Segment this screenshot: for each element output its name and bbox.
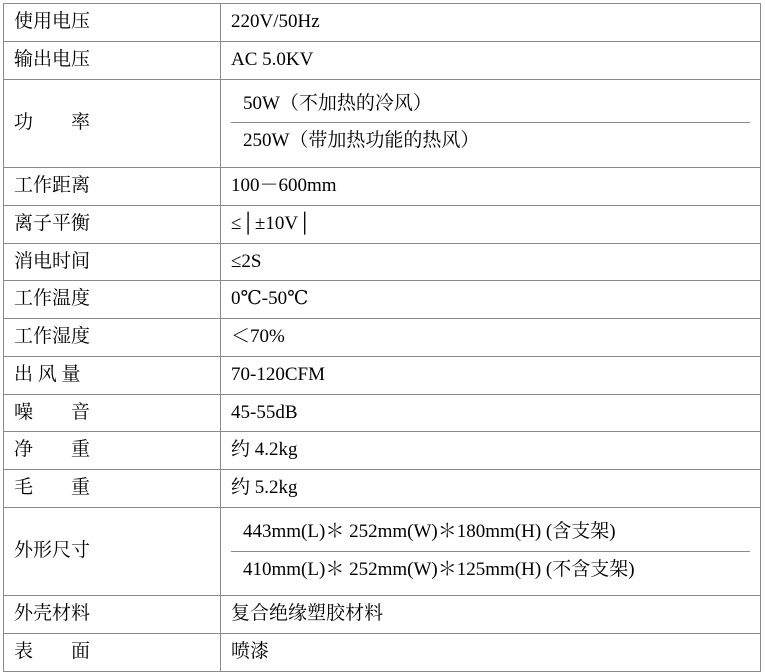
row-value: 100－600mm	[221, 168, 761, 206]
table-body	[4, 4, 761, 672]
table-row	[4, 394, 761, 432]
sub-table	[231, 514, 750, 589]
table-row	[4, 281, 761, 319]
row-value: 250W（带加热功能的热风）	[231, 123, 750, 160]
row-value: ≤2S	[221, 243, 761, 281]
row-value-group	[221, 79, 761, 168]
sub-table	[231, 86, 750, 161]
row-value: 50W（不加热的冷风）	[231, 86, 750, 123]
specification-table	[3, 3, 761, 672]
sub-table-row	[231, 551, 750, 588]
table-row	[4, 507, 761, 596]
row-value: 约 5.2kg	[221, 470, 761, 508]
row-label: 外壳材料	[4, 596, 221, 634]
row-label: 使用电压	[4, 4, 221, 42]
row-label: 净 重	[4, 432, 221, 470]
row-label: 出 风 量	[4, 356, 221, 394]
table-row	[4, 470, 761, 508]
row-label: 输出电压	[4, 41, 221, 79]
row-value: ≤│±10V│	[221, 205, 761, 243]
table-row	[4, 319, 761, 357]
row-label: 离子平衡	[4, 205, 221, 243]
row-value: 220V/50Hz	[221, 4, 761, 42]
row-value: AC 5.0KV	[221, 41, 761, 79]
table-row	[4, 243, 761, 281]
row-value: ＜70%	[221, 319, 761, 357]
sub-table-body	[231, 514, 750, 589]
row-value: 0℃-50℃	[221, 281, 761, 319]
row-label: 噪 音	[4, 394, 221, 432]
table-row	[4, 432, 761, 470]
row-label: 功 率	[4, 79, 221, 168]
table-row	[4, 205, 761, 243]
row-value: 喷漆	[221, 634, 761, 672]
row-value: 70-120CFM	[221, 356, 761, 394]
row-value: 410mm(L)＊ 252mm(W)＊125mm(H) (不含支架)	[231, 551, 750, 588]
row-value-group	[221, 507, 761, 596]
row-label: 工作温度	[4, 281, 221, 319]
sub-table-row	[231, 86, 750, 123]
table-row	[4, 356, 761, 394]
row-label: 表 面	[4, 634, 221, 672]
row-label: 毛 重	[4, 470, 221, 508]
table-row	[4, 634, 761, 672]
row-value: 约 4.2kg	[221, 432, 761, 470]
table-row	[4, 79, 761, 168]
table-row	[4, 41, 761, 79]
table-row	[4, 596, 761, 634]
table-row	[4, 4, 761, 42]
row-value: 443mm(L)＊ 252mm(W)＊180mm(H) (含支架)	[231, 514, 750, 551]
row-label: 外形尺寸	[4, 507, 221, 596]
sub-table-body	[231, 86, 750, 161]
row-label: 工作湿度	[4, 319, 221, 357]
row-label: 消电时间	[4, 243, 221, 281]
sub-table-row	[231, 514, 750, 551]
row-value: 45-55dB	[221, 394, 761, 432]
table-row	[4, 168, 761, 206]
row-label: 工作距离	[4, 168, 221, 206]
sub-table-row	[231, 123, 750, 160]
row-value: 复合绝缘塑胶材料	[221, 596, 761, 634]
